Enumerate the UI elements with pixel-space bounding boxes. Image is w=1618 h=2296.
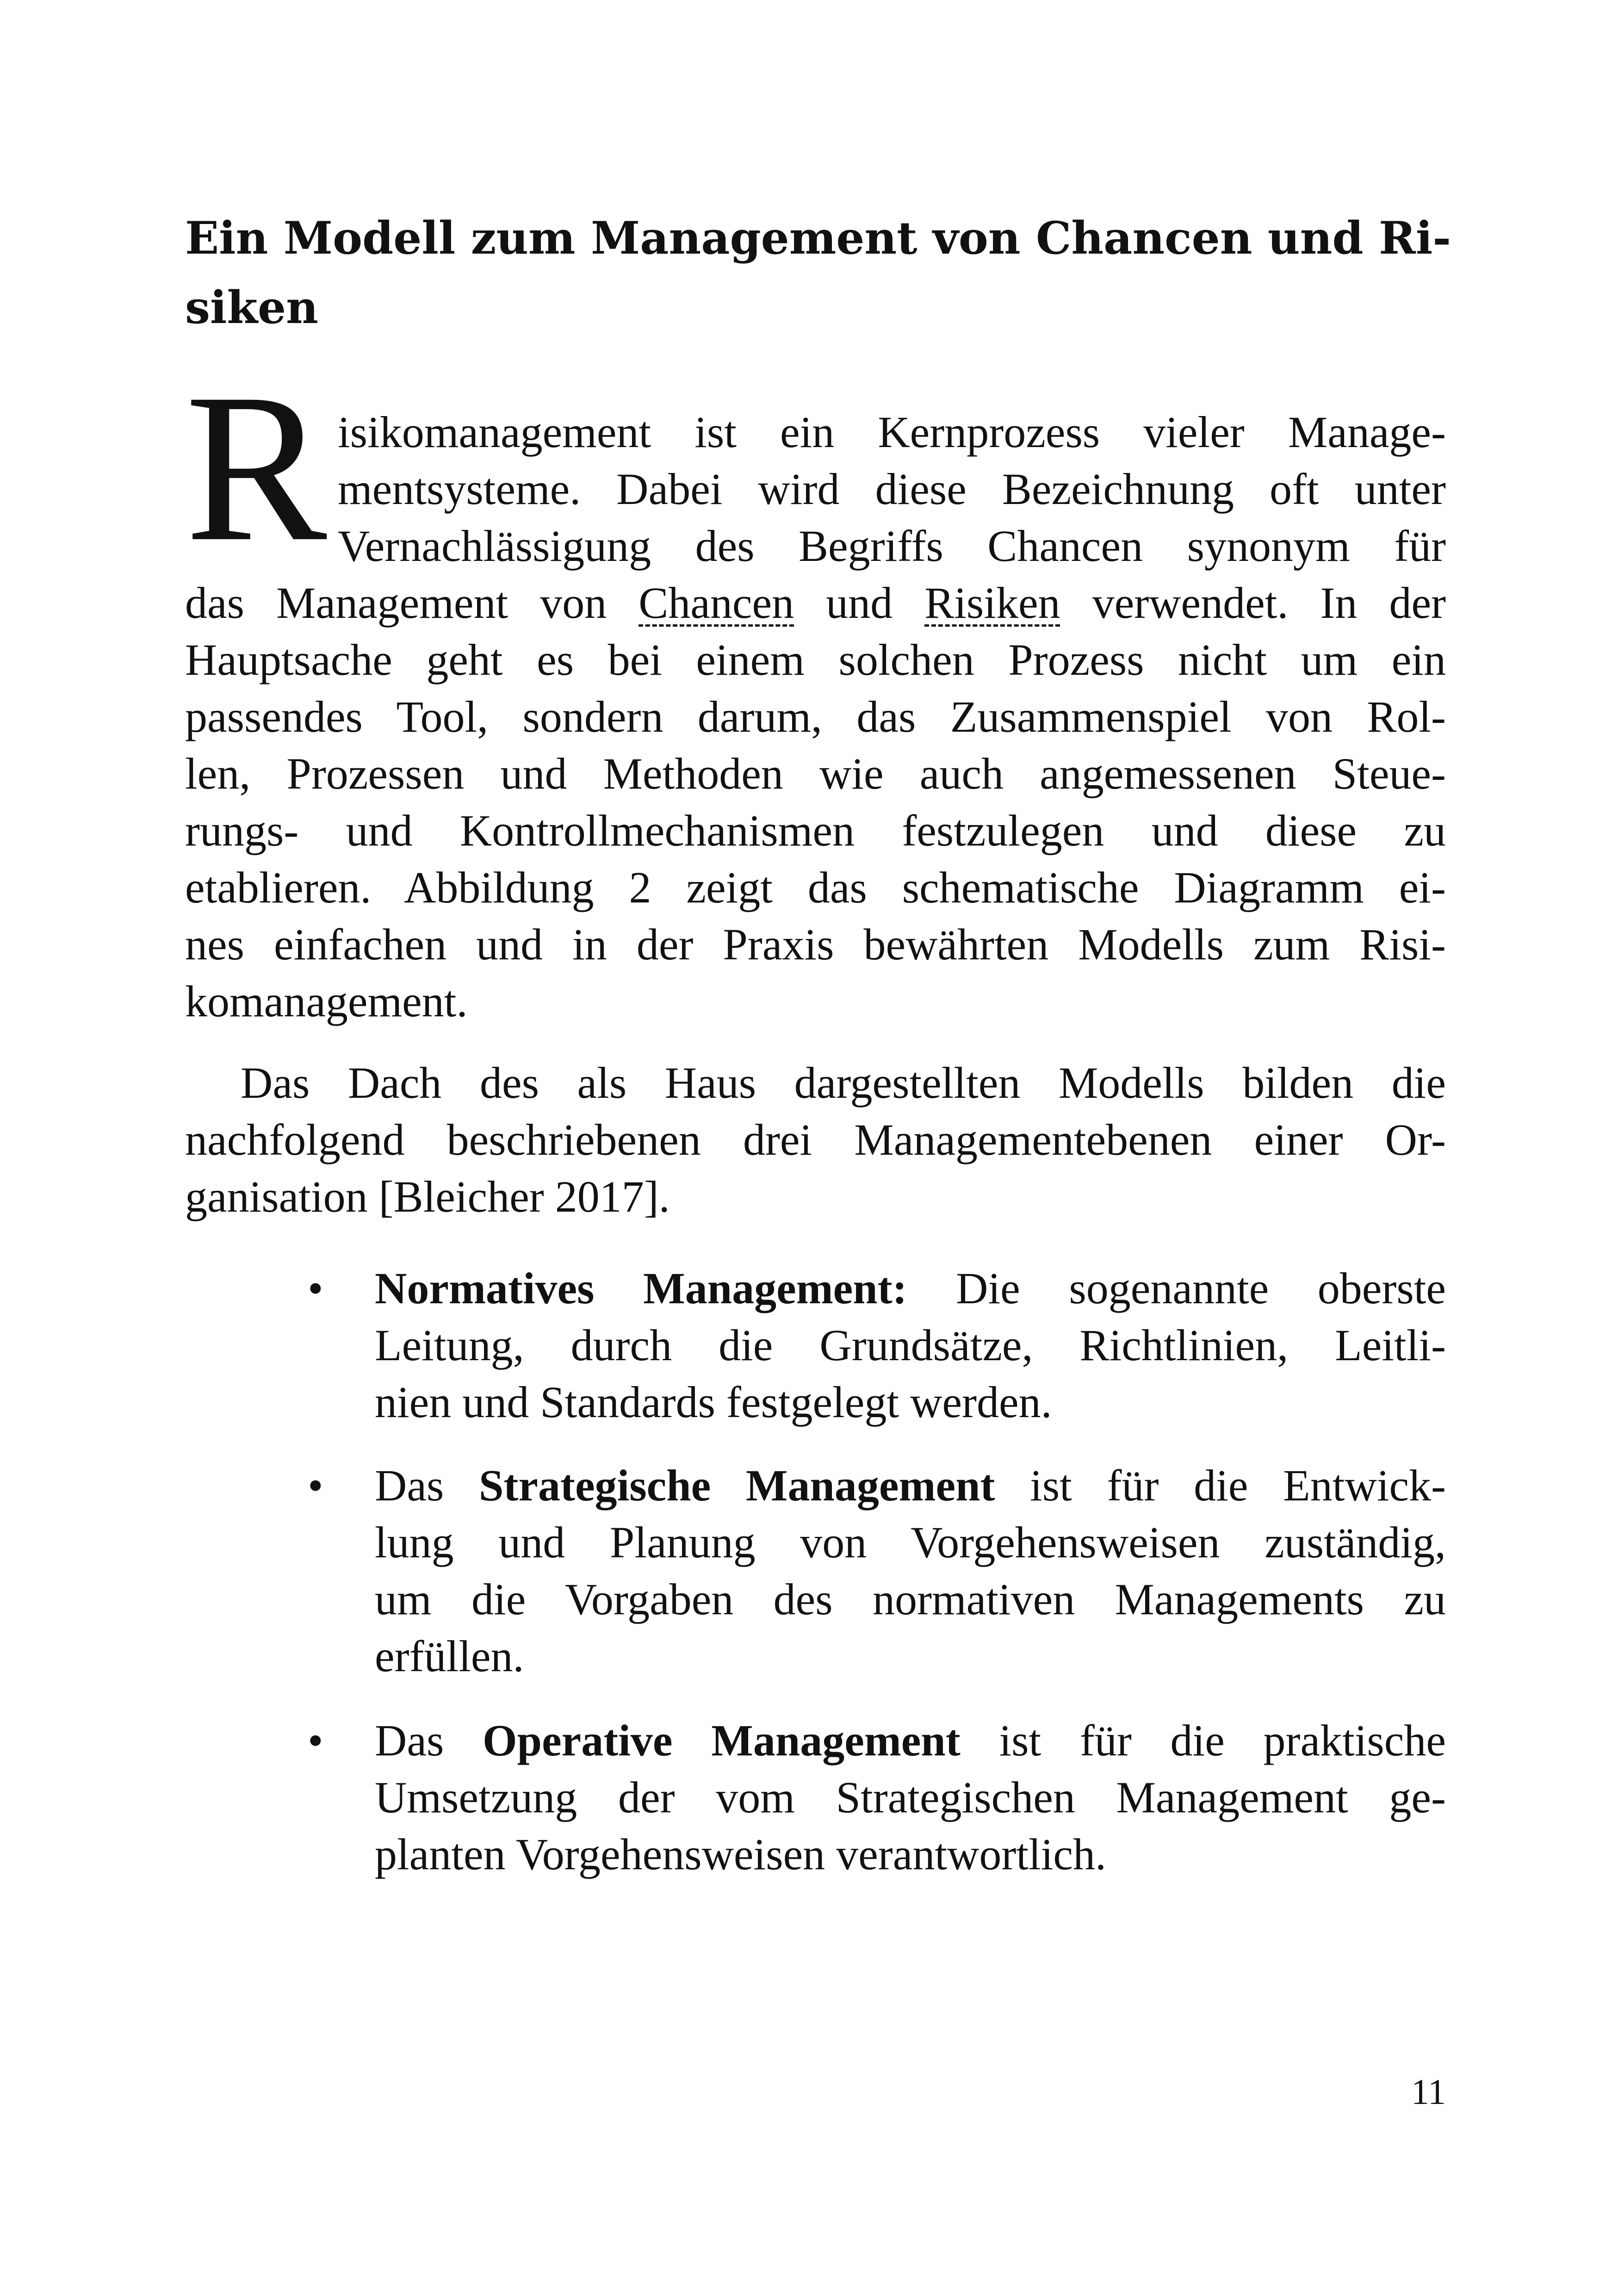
- paragraph-1-line: komanagement.: [185, 977, 468, 1026]
- bullet-line: um die Vorgaben des normativen Managements zu: [375, 1574, 1446, 1624]
- text-segment: ist für die praktische: [960, 1716, 1446, 1765]
- drop-cap: R: [185, 349, 327, 585]
- paragraph-1-line: [185, 574, 1446, 631]
- glossary-link-chancen[interactable]: Chancen: [639, 578, 794, 628]
- paragraph-1-line: mentsysteme. Dabei wird diese Bezeichnung oft unter: [338, 464, 1446, 514]
- bullet-line: planten Vorgehensweisen verantwortlich.: [375, 1829, 1106, 1879]
- bullet-icon: •: [308, 1716, 323, 1765]
- bullet-line: lung und Planung von Vorgehensweisen zuständig,: [375, 1518, 1446, 1567]
- glossary-link-risiken[interactable]: Risiken: [924, 578, 1060, 628]
- paragraph-1-line: rungs- und Kontrollmechanismen festzulegen und diese zu: [185, 806, 1446, 855]
- paragraph-1-line: nes einfachen und in der Praxis bewährten Modells zum Risi-: [185, 920, 1446, 969]
- paragraph-1-line: passendes Tool, sondern darum, das Zusammenspiel von Rol-: [185, 692, 1446, 741]
- paragraph-2-line: ganisation [Bleicher 2017].: [185, 1172, 670, 1221]
- text-segment: und: [794, 578, 925, 628]
- bullet-icon: •: [308, 1461, 323, 1510]
- bullet-text: [375, 1457, 1446, 1685]
- text-segment: Das: [375, 1461, 479, 1510]
- paragraph-1-line: etablieren. Abbildung 2 zeigt das schematische Diagramm ei-: [185, 863, 1446, 912]
- bullet-line: Umsetzung der vom Strategischen Management ge-: [375, 1773, 1446, 1822]
- text-segment: verwendet. In der: [1060, 578, 1446, 628]
- paragraph-2-line: Das Dach des als Haus dargestellten Modells bilden die: [241, 1058, 1446, 1108]
- bullet-line: [375, 1457, 1446, 1514]
- paragraph-1: [185, 404, 1446, 1030]
- bold-term: Normatives Management:: [375, 1263, 907, 1313]
- bullet-icon: •: [308, 1263, 323, 1313]
- paragraph-1-line: isikomanagement ist ein Kernprozess vieler Manage-: [338, 407, 1446, 457]
- text-segment: ist für die Entwick-: [995, 1461, 1446, 1510]
- bullet-line: [375, 1712, 1446, 1769]
- text-segment: das Management von: [185, 578, 639, 628]
- paragraph-2: [185, 1054, 1446, 1225]
- bullet-line: nien und Standards festgelegt werden.: [375, 1377, 1052, 1427]
- heading-line-2: siken: [185, 281, 318, 334]
- paragraph-2-line: nachfolgend beschriebenen drei Managementebenen einer Or-: [185, 1115, 1446, 1164]
- text-segment: Die sogenannte oberste: [907, 1263, 1446, 1313]
- section-heading: [185, 204, 1457, 342]
- page-number: 11: [1411, 2072, 1446, 2112]
- paragraph-1-line: Vernachlässigung des Begriffs Chancen synonym für: [338, 521, 1446, 571]
- paragraph-1-line: len, Prozessen und Methoden wie auch angemessenen Steue-: [185, 749, 1446, 798]
- bullet-line: erfüllen.: [375, 1631, 524, 1681]
- bullet-text: [375, 1260, 1446, 1431]
- bullet-text: [375, 1712, 1446, 1883]
- heading-line-1: Ein Modell zum Management von Chancen und Ri-: [185, 212, 1451, 264]
- bold-term: Operative Management: [483, 1716, 961, 1765]
- bullet-line: [375, 1260, 1446, 1317]
- bold-term: Strategische Management: [479, 1461, 995, 1510]
- text-segment: Das: [375, 1716, 483, 1765]
- paragraph-1-line: Hauptsache geht es bei einem solchen Prozess nicht um ein: [185, 635, 1446, 684]
- bullet-line: Leitung, durch die Grundsätze, Richtlinien, Leitli-: [375, 1320, 1446, 1370]
